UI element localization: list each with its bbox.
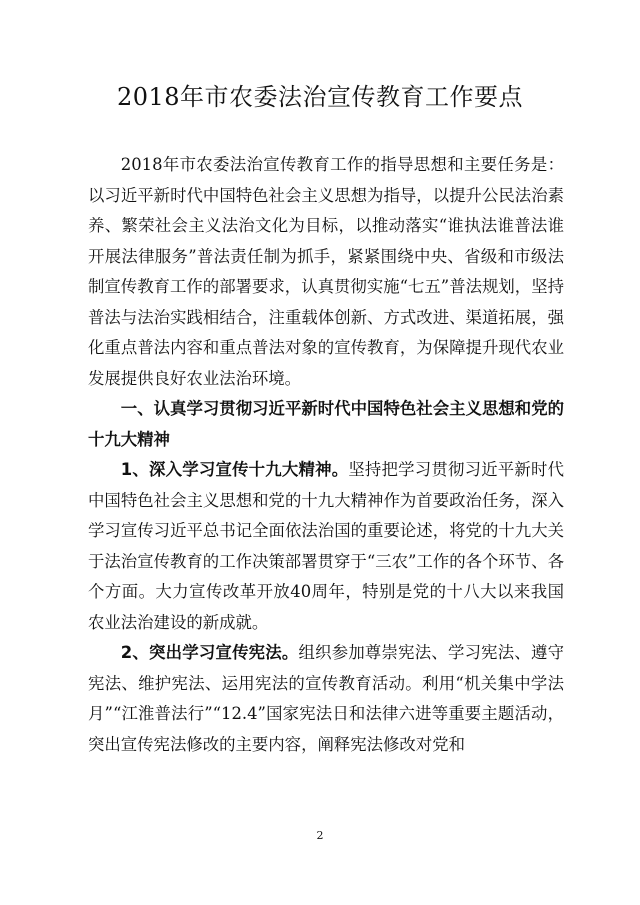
document-body — [88, 150, 564, 760]
section-heading-1: 一、认真学习贯彻习近平新时代中国特色社会主义思想和党的十九大精神 — [88, 399, 564, 449]
item-lead-1: 1、深入学习宣传十九大精神。 — [120, 460, 349, 479]
item-text-1: 坚持把学习贯彻习近平新时代中国特色社会主义思想和党的十九大精神作为首要政治任务，深入学习宣传习近平总书记全面依法治国的重要论述，将党的十九大关于法治宣传教育的工作决策部署贯穿于“三农”工作的各个环节、各个方面。大力宣传改革开放40周年，特别是党的十八大以来我国农业法治建设的新成就。 — [88, 460, 565, 632]
intro-paragraph: 2018年市农委法治宣传教育工作的指导思想和主要任务是：以习近平新时代中国特色社会主义思想为指导，以提升公民法治素养、繁荣社会主义法治文化为目标，以推动落实“谁执法谁普法谁开展法律服务”普法责任制为抓手，紧紧围绕中央、省级和市级法制宣传教育工作的部署要求，认真贯彻实施“七五”普法规划，坚持普法与法治实践相结合，注重载体创新、方式改进、渠道拓展，强化重点普法内容和重点普法对象的宣传教育，为保障提升现代农业发展提供良好农业法治环境。 — [88, 155, 564, 388]
item-paragraph-2 — [88, 638, 564, 760]
page-number: 2 — [316, 829, 324, 842]
document-title: 2018年市农委法治宣传教育工作要点 — [116, 83, 524, 111]
item-text-2: 组织参加尊崇宪法、学习宪法、遵守宪法、维护宪法、运用宪法的宣传教育活动。利用“机关集中学法月”“江淮普法行”“12.4”国家宪法日和法律六进等重要主题活动，突出宣传宪法修改的主要内容，阐释宪法修改对党和 — [88, 643, 565, 754]
item-paragraph-1 — [88, 455, 564, 638]
item-lead-2: 2、突出学习宣传宪法。 — [120, 643, 299, 662]
